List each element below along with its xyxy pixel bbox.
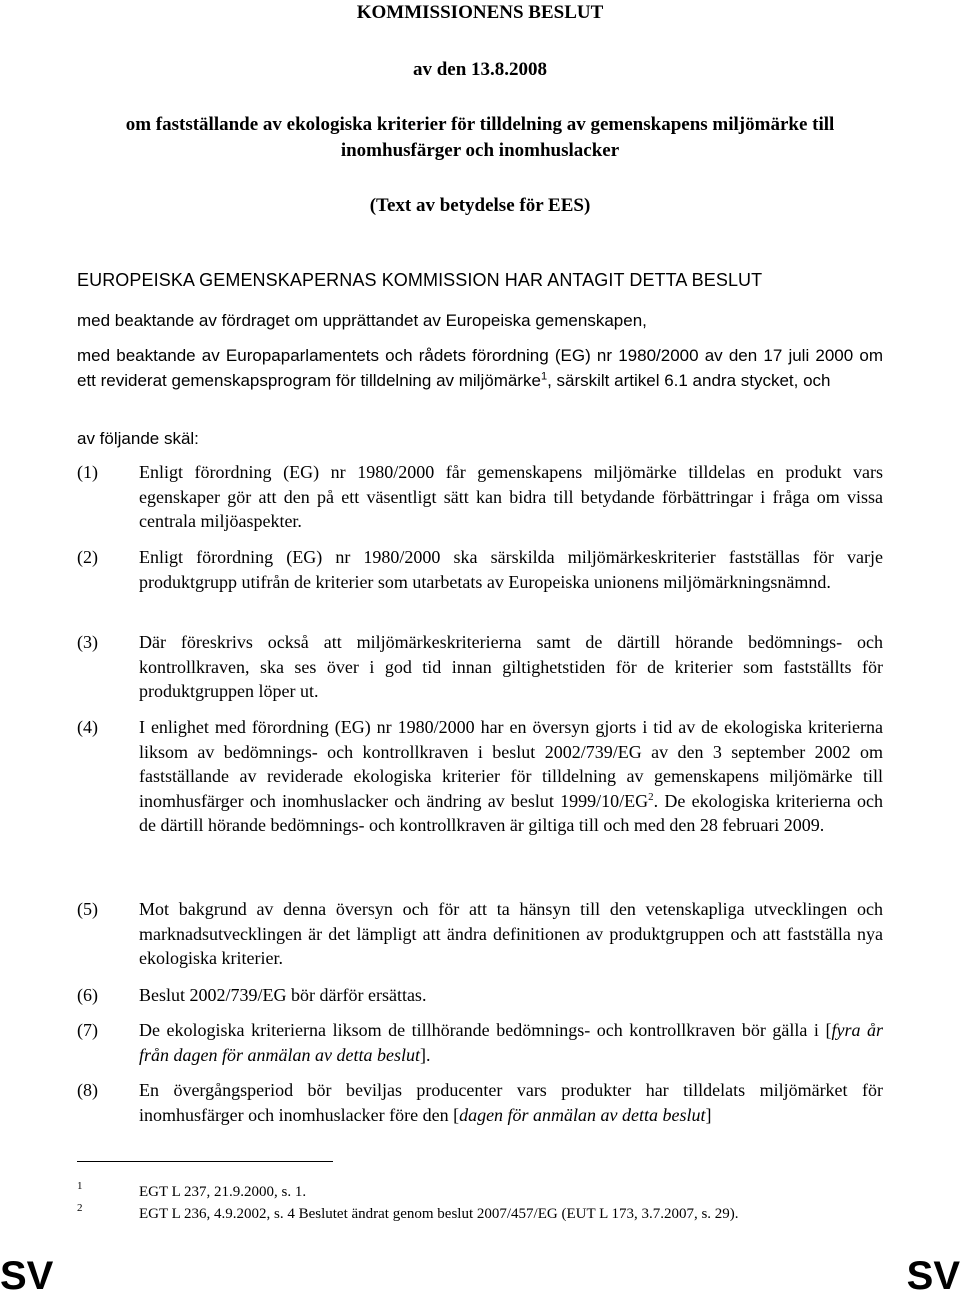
footnote-ref-2: 2 xyxy=(648,790,654,803)
recital-text: Enligt förordning (EG) nr 1980/2000 får gemenskapens miljömärke tilldelas en produkt vars egenskaper gör att den på ett väsentligt sätt kan bidra till betydande förbättringar i fråga om vissa centrala miljöaspekter. xyxy=(139,462,883,531)
recital-placeholder-italic: fyra år från dagen för anmälan av detta beslut xyxy=(139,1020,884,1065)
recital-text-part: ]. xyxy=(419,1044,431,1065)
document-date: av den 13.8.2008 xyxy=(412,59,548,80)
recital-item xyxy=(77,460,883,534)
recital-text xyxy=(139,715,883,838)
document-subject: om fastställande av ekologiska kriterier för tilldelning av gemenskapens miljömärke till inomhusfärger och inomhuslacker xyxy=(125,114,835,161)
citation-regulation-text: med beaktande av Europaparlamentets och rådets förordning (EG) nr 1980/2000 av den 17 juli 2000 om ett reviderat gemenskapsprogram för tilldelning av miljömärke xyxy=(77,346,883,390)
recital-text-part: De ekologiska kriterierna liksom de tillhörande bedömnings- och kontrollkraven bör gälla i [ xyxy=(139,1020,832,1040)
recital-item xyxy=(77,545,883,594)
citation-regulation-text-end: , särskilt artikel 6.1 andra stycket, och xyxy=(547,371,831,390)
commission-adoption-statement: EUROPEISKA GEMENSKAPERNAS KOMMISSION HAR ANTAGIT DETTA BESLUT xyxy=(77,270,763,290)
recital-item xyxy=(77,630,883,704)
recital-placeholder-italic: dagen för anmälan av detta beslut xyxy=(459,1104,706,1125)
recital-number: (3) xyxy=(77,632,98,652)
recital-number: (6) xyxy=(77,985,98,1005)
footnote xyxy=(77,1180,920,1201)
citation-treaty: med beaktande av fördraget om upprättandet av Europeiska gemenskapen, xyxy=(77,311,647,330)
recital-item xyxy=(77,983,883,1008)
eea-relevance-note: (Text av betydelse för EES) xyxy=(369,195,591,216)
recital-text-part: . De ekologiska kriterierna och de därtill hörande bedömnings- och kontrollkraven är giltiga till och med den 28 februari 2009. xyxy=(139,790,884,835)
recital-text-part: I enlighet med förordning (EG) nr 1980/2000 har en översyn gjorts i tid av de ekologiska kriterierna liksom av bedömnings- och kontrollkraven i beslut 2002/739/EG av den 3 september 2002 om fastställande av reviderade ekologiska kriterier för tilldelning av gemenskapens miljömärke till inomhusfärger och inomhuslacker och ändring av beslut 1999/10/EG xyxy=(139,717,883,811)
footnote-number: 1 xyxy=(77,1180,83,1192)
recital-number: (1) xyxy=(77,462,98,482)
recital-text: Mot bakgrund av denna översyn och för att ta hänsyn till den vetenskapliga utvecklingen och marknadsutvecklingen är det lämpligt att ändra definitionen av produktgruppen och att fastställa nya ekologiska kriterier. xyxy=(139,899,883,968)
recital-number: (2) xyxy=(77,547,98,567)
recital-item xyxy=(77,715,883,838)
recital-text-part: En övergångsperiod bör beviljas producenter vars produkter har tilldelats miljömärket för inomhusfärger och inomhuslacker före den [ xyxy=(139,1080,883,1125)
recital-item xyxy=(77,1078,883,1127)
recital-item xyxy=(77,1018,883,1067)
reasons-intro: av följande skäl: xyxy=(77,429,199,448)
footnote-text: EGT L 236, 4.9.2002, s. 4 Beslutet ändrat genom beslut 2007/457/EG (EUT L 173, 3.7.2007, s. 29). xyxy=(139,1206,739,1222)
recital-text: Beslut 2002/739/EG bör därför ersättas. xyxy=(139,985,427,1005)
recital-text-part: ] xyxy=(705,1104,712,1125)
recital-text: Enligt förordning (EG) nr 1980/2000 ska särskilda miljömärkeskriterier fastställas för varje produktgrupp utifrån de kriterier som utarbetats av Europeiska unionens miljömärkningsnämnd. xyxy=(139,547,883,592)
recital-number: (5) xyxy=(77,899,98,919)
footnote-ref-1: 1 xyxy=(540,370,548,383)
citation-regulation xyxy=(77,343,883,393)
recital-number: (8) xyxy=(77,1080,98,1100)
language-code-right: SV xyxy=(906,1254,960,1298)
recital-number: (4) xyxy=(77,717,98,737)
footnote xyxy=(77,1202,920,1223)
footnote-number: 2 xyxy=(77,1202,83,1214)
recital-number: (7) xyxy=(77,1020,98,1040)
language-code-left: SV xyxy=(0,1254,54,1298)
recital-text: Där föreskrivs också att miljömärkeskriterierna samt de därtill hörande bedömnings- och kontrollkraven, ska ses över i god tid innan giltighetstiden för de kriterier som fastställts för produktgruppen löper ut. xyxy=(139,632,883,701)
recital-item xyxy=(77,897,883,971)
footnote-separator xyxy=(77,1161,333,1162)
footnote-text: EGT L 237, 21.9.2000, s. 1. xyxy=(139,1184,307,1200)
document-title: KOMMISSIONENS BESLUT xyxy=(356,2,604,23)
recital-text xyxy=(139,1018,883,1067)
recital-text xyxy=(139,1078,883,1127)
